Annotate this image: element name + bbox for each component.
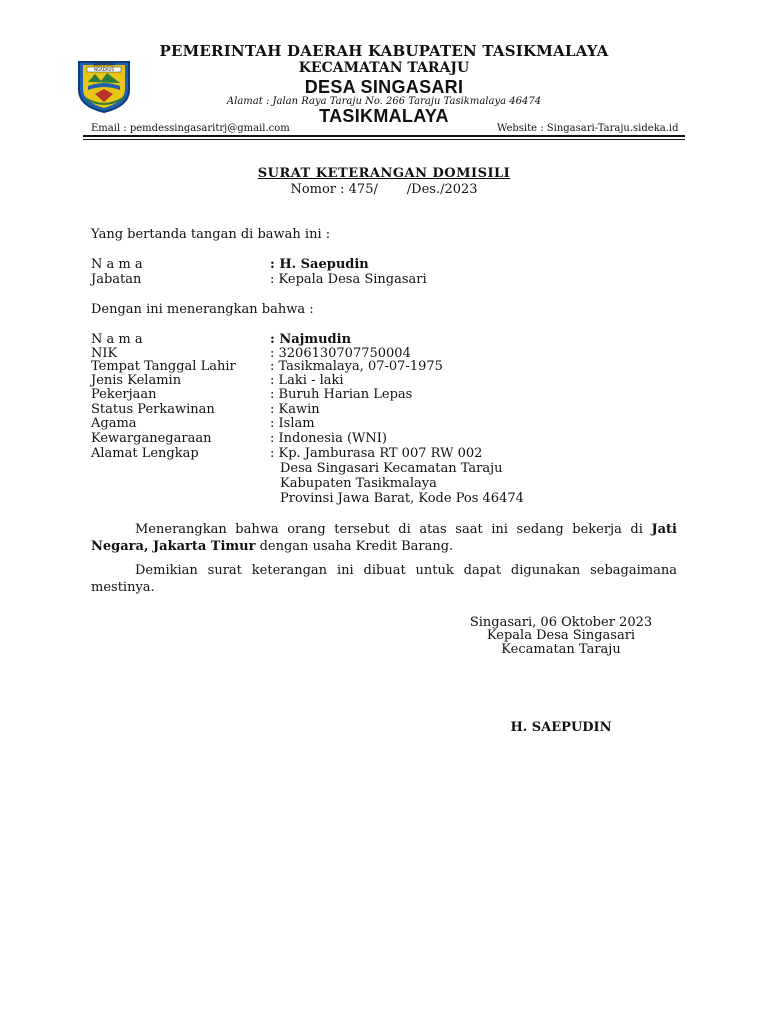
- subject-label: Jenis Kelamin: [91, 373, 182, 388]
- header-rule-thin: [83, 139, 685, 140]
- header-line-4: TASIKMALAYA: [319, 106, 449, 126]
- subject-value: : 3206130707750004: [270, 346, 411, 361]
- subject-value: : Kawin: [270, 402, 320, 417]
- subject-label: Agama: [91, 416, 137, 431]
- closing-role: Kepala Desa Singasari: [486, 628, 636, 643]
- signer-name-label: N a m a: [91, 257, 143, 272]
- logo-caption: SUKAPURA NGADAUS: [93, 62, 115, 72]
- subject-label: Pekerjaan: [91, 387, 157, 402]
- header-rule-thick: [83, 135, 685, 137]
- body-paragraph-1: Menerangkan bahwa orang tersebut di atas saat ini sedang bekerja di Jati Negara, Jakarta Timur dengan usaha Kredit Barang.: [91, 522, 677, 554]
- header-line-3: DESA SINGASARI: [304, 77, 464, 97]
- subject-value: : Najmudin: [270, 332, 352, 347]
- statement-text: Dengan ini menerangkan bahwa :: [91, 302, 314, 317]
- subject-label: Tempat Tanggal Lahir: [91, 359, 236, 374]
- subject-value: : Indonesia (WNI): [270, 431, 387, 446]
- body-paragraph-2: Demikian surat keterangan ini dibuat untuk dapat digunakan sebagaimana mestinya.: [91, 563, 677, 595]
- header-address: Alamat : Jalan Raya Taraju No. 266 Taraju Tasikmalaya 46474: [226, 96, 542, 107]
- signer-name-value: : H. Saepudin: [270, 257, 369, 272]
- signer-printed-name: H. SAEPUDIN: [510, 720, 612, 735]
- closing-district: Kecamatan Taraju: [501, 642, 621, 657]
- intro-text: Yang bertanda tangan di bawah ini :: [91, 227, 331, 242]
- subject-value: : Tasikmalaya, 07-07-1975: [270, 359, 443, 374]
- subject-label: NIK: [91, 346, 118, 361]
- signer-position-label: Jabatan: [91, 272, 142, 287]
- subject-label: Alamat Lengkap: [91, 446, 199, 461]
- subject-value: : Islam: [270, 416, 315, 431]
- document-number: Nomor : 475/ /Des./2023: [290, 182, 478, 197]
- subject-value: : Laki - laki: [270, 373, 344, 388]
- subject-label: Kewarganegaraan: [91, 431, 212, 446]
- address-line: Provinsi Jawa Barat, Kode Pos 46474: [280, 491, 524, 506]
- address-line: Desa Singasari Kecamatan Taraju: [280, 461, 503, 476]
- closing-place-date: Singasari, 06 Oktober 2023: [469, 615, 653, 630]
- subject-label: N a m a: [91, 332, 143, 347]
- subject-value: : Kp. Jamburasa RT 007 RW 002: [270, 446, 483, 461]
- subject-value: : Buruh Harian Lepas: [270, 387, 413, 402]
- header-website: Website : Singasari-Taraju.sideka.id: [497, 123, 679, 134]
- header-line-1: PEMERINTAH DAERAH KABUPATEN TASIKMALAYA: [159, 42, 609, 60]
- address-line: Kabupaten Tasikmalaya: [280, 476, 437, 491]
- document-title: SURAT KETERANGAN DOMISILI: [257, 166, 511, 181]
- header-email: Email : pemdessingasaritrj@gmail.com: [91, 123, 290, 134]
- subject-label: Status Perkawinan: [91, 402, 215, 417]
- signer-position-value: : Kepala Desa Singasari: [270, 272, 427, 287]
- header-line-2: KECAMATAN TARAJU: [298, 60, 470, 76]
